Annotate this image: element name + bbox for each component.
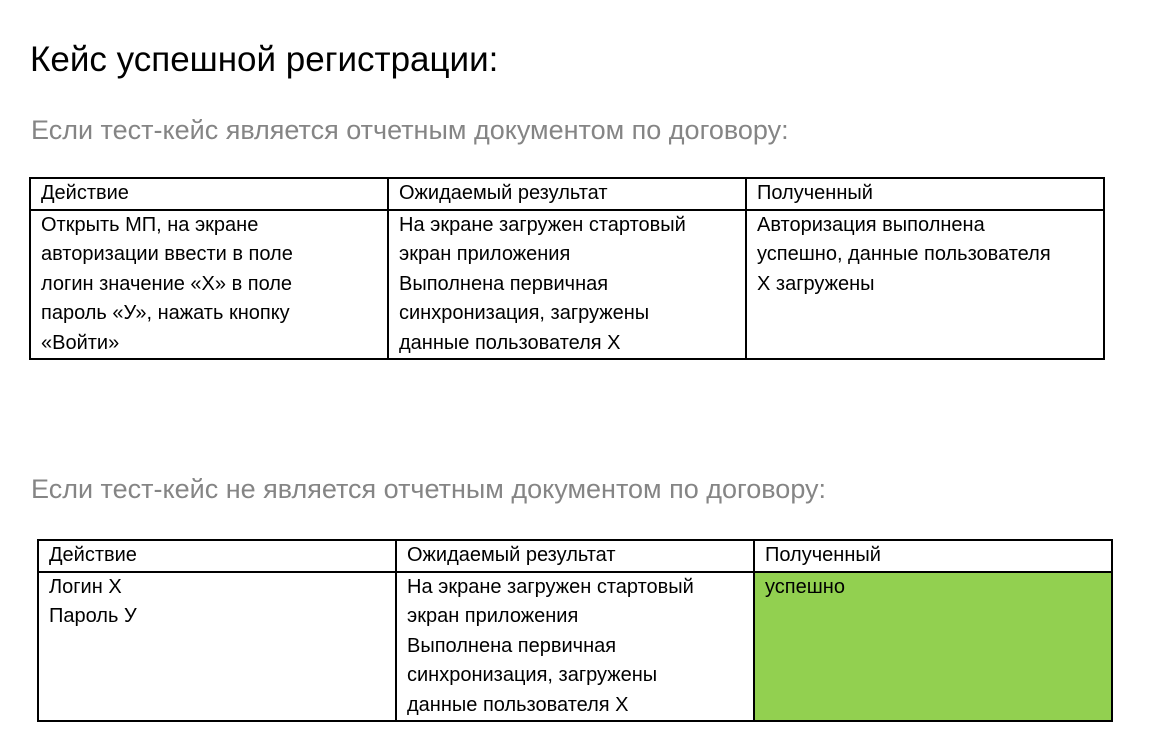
test-case-table-non-reporting (37, 539, 1113, 722)
action-cell (30, 210, 388, 360)
action-line: Открыть МП, на экране (41, 213, 259, 236)
action-line: Логин Х (49, 575, 122, 598)
expected-line: Выполнена первичная (407, 634, 617, 657)
header-expected: Ожидаемый результат (388, 178, 746, 210)
expected-line: На экране загружен стартовый (399, 213, 686, 236)
actual-line: Х загружены (757, 272, 875, 295)
section1-subtitle: Если тест-кейс является отчетным документом по договору: (31, 115, 789, 145)
expected-line: синхронизация, загружены (407, 664, 658, 686)
action-cell (38, 572, 396, 722)
expected-line: синхронизация, загружены (399, 302, 650, 324)
action-line: Пароль У (49, 605, 137, 627)
action-line: пароль «У», нажать кнопку (41, 302, 290, 324)
actual-cell-success (754, 572, 1112, 722)
header-action: Действие (30, 178, 388, 210)
table-row (30, 210, 1104, 360)
expected-line: Выполнена первичная (399, 272, 609, 295)
actual-line: успешно, данные пользователя (757, 243, 1051, 265)
action-line: авторизации ввести в поле (41, 243, 293, 265)
expected-line: данные пользователя Х (407, 693, 629, 716)
table-row (38, 572, 1112, 722)
header-actual: Полученный (754, 540, 1112, 572)
table-header-row (38, 540, 1112, 572)
header-actual: Полученный (746, 178, 1104, 210)
action-line: «Войти» (41, 331, 120, 354)
actual-line: Авторизация выполнена (757, 213, 985, 236)
actual-line: успешно (765, 575, 845, 598)
actual-cell (746, 210, 1104, 360)
expected-line: На экране загружен стартовый (407, 575, 694, 598)
expected-line: экран приложения (407, 605, 579, 627)
page-title: Кейс успешной регистрации: (30, 40, 499, 79)
expected-line: данные пользователя Х (399, 331, 621, 354)
header-expected: Ожидаемый результат (396, 540, 754, 572)
section2-subtitle: Если тест-кейс не является отчетным документом по договору: (31, 474, 827, 504)
test-case-table-reporting (29, 177, 1105, 360)
action-line: логин значение «Х» в поле (41, 272, 293, 295)
header-action: Действие (38, 540, 396, 572)
expected-line: экран приложения (399, 243, 571, 265)
table-header-row (30, 178, 1104, 210)
expected-cell (388, 210, 746, 360)
expected-cell (396, 572, 754, 722)
